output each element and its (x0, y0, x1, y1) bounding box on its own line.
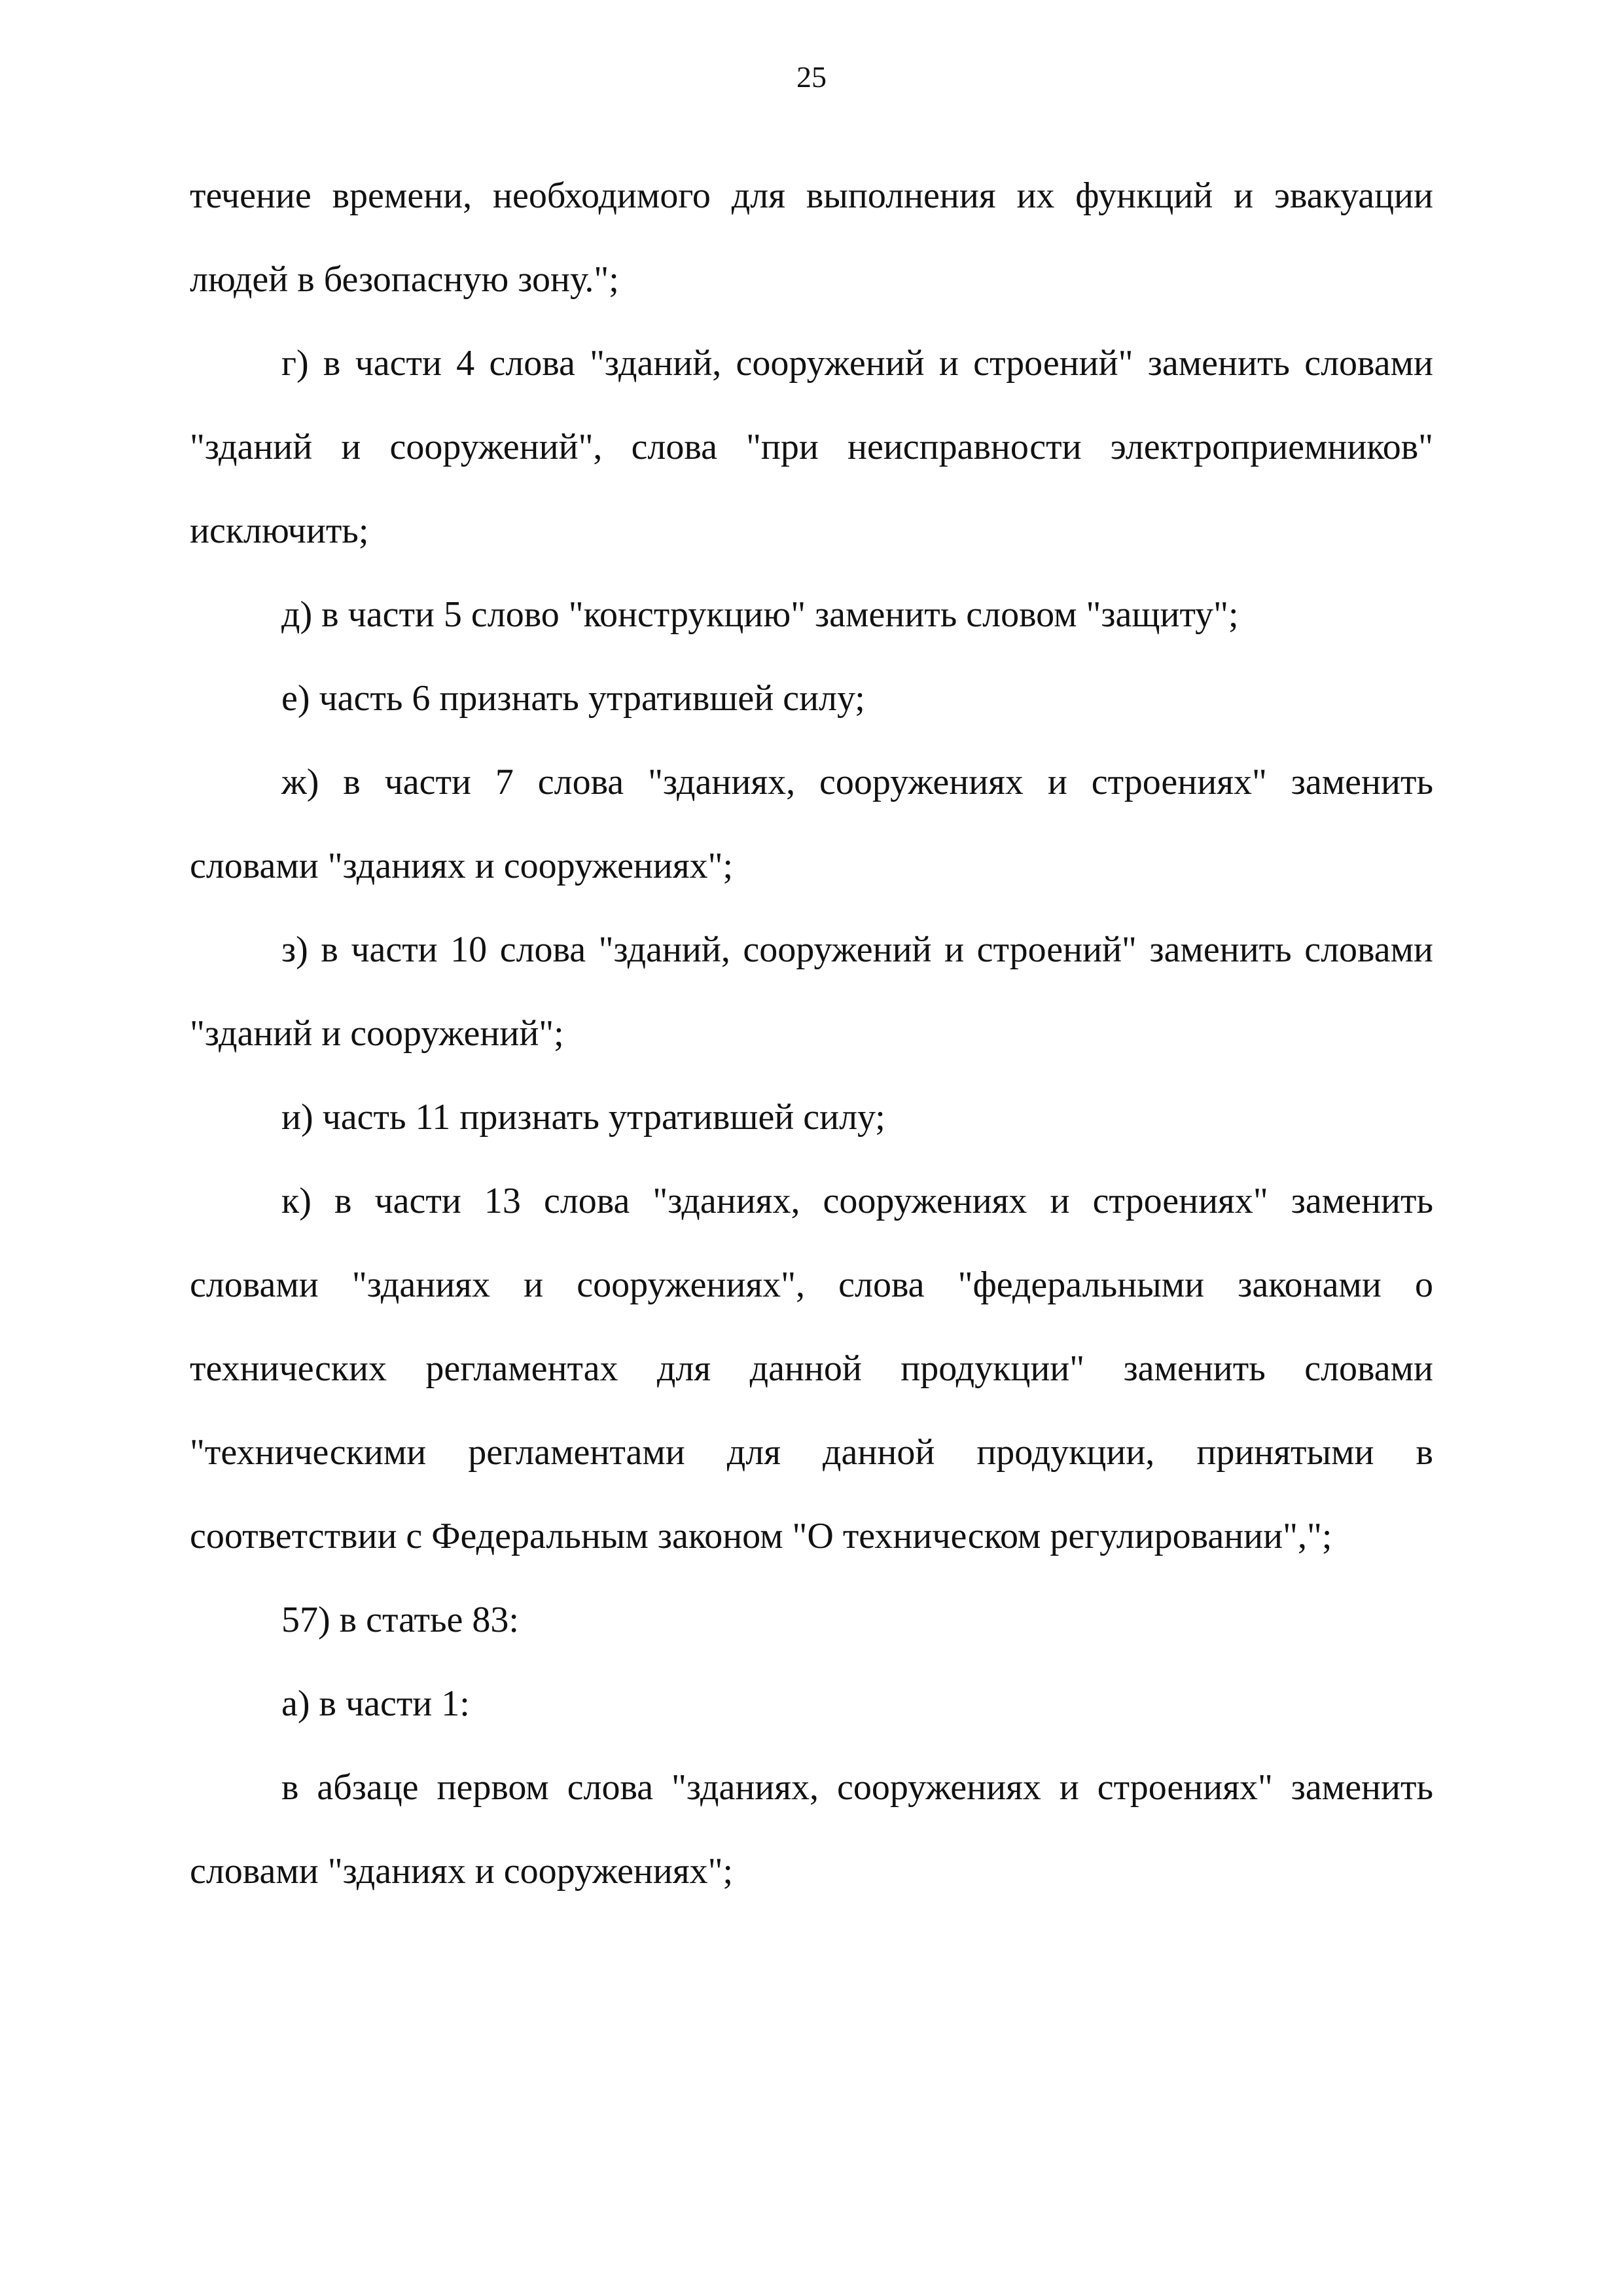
paragraph-item-g: г) в части 4 слова "зданий, сооружений и строений" заменить словами "зданий и сооружений", слова "при неисправности электроприемников" исключить; (190, 343, 1433, 551)
document-body (190, 154, 1433, 1913)
paragraph-continuation: течение времени, необходимого для выполнения их функций и эвакуации людей в безопасную зону."; (190, 175, 1433, 300)
paragraph-first-abzac: в абзаце первом слова "зданиях, сооружениях и строениях" заменить словами "зданиях и сооружениях"; (190, 1767, 1433, 1892)
paragraph-item-d: д) в части 5 слово "конструкцию" заменить словом "защиту"; (281, 594, 1239, 635)
paragraph-item-k: к) в части 13 слова "зданиях, сооружениях и строениях" заменить словами "зданиях и сооружениях", слова "федеральными законами о технических регламентах для данной продукции" заменить словами "техническими регламентами для данной продукции, принятыми в соответствии с Федеральным законом "О техническом регулировании","; (190, 1181, 1433, 1556)
page-number: 25 (796, 60, 827, 94)
paragraph-item-e: е) часть 6 признать утратившей силу; (281, 678, 865, 719)
paragraph-item-a: а) в части 1: (281, 1683, 470, 1724)
paragraph-item-57: 57) в статье 83: (281, 1600, 519, 1640)
paragraph-item-i: и) часть 11 признать утратившей силу; (281, 1097, 885, 1138)
paragraph-item-zh: ж) в части 7 слова "зданиях, сооружениях и строениях" заменить словами "зданиях и сооружениях"; (190, 762, 1433, 886)
paragraph-item-z: з) в части 10 слова "зданий, сооружений и строений" заменить словами "зданий и сооружений"; (190, 929, 1433, 1054)
